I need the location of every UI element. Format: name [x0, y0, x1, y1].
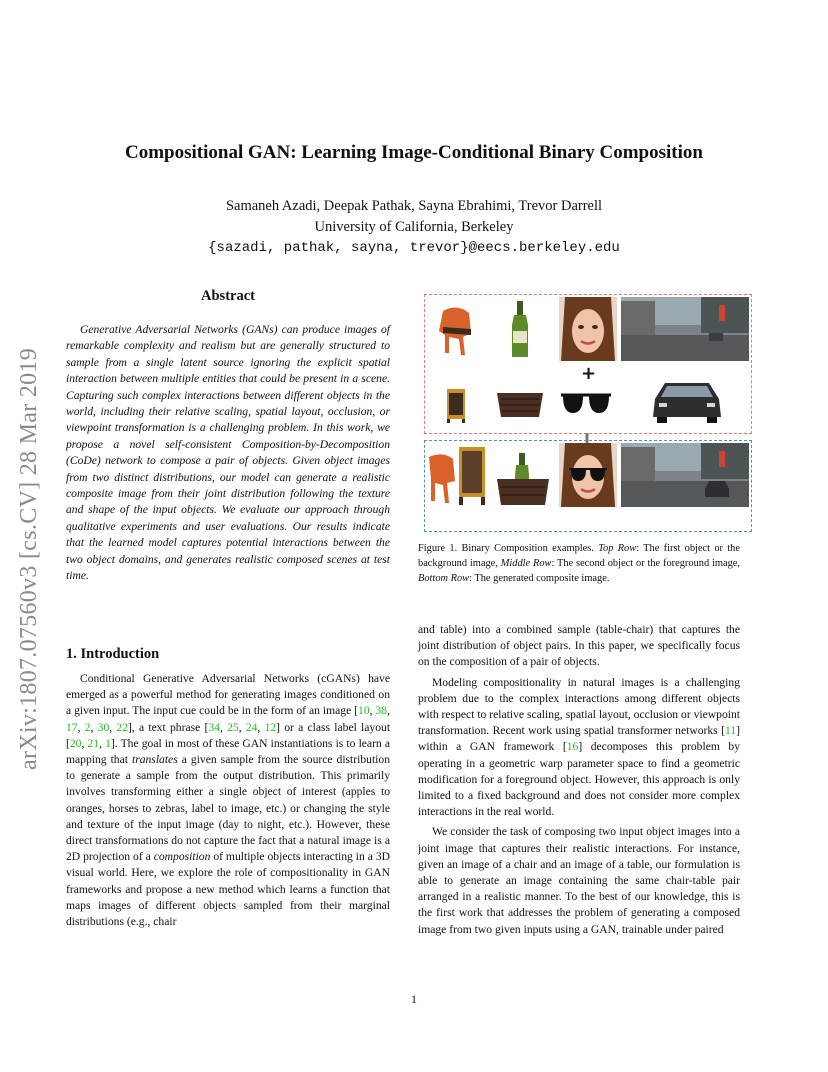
plus-sign: + — [581, 363, 597, 384]
basket-image — [495, 389, 545, 419]
small-table-image — [445, 387, 467, 423]
car-image — [651, 377, 723, 425]
composite-face-sunglasses-image — [559, 443, 617, 507]
composite-street-car-image — [621, 443, 749, 507]
street-scene-image — [621, 297, 749, 361]
citation-link[interactable]: 38 — [375, 704, 388, 718]
left-column-body — [66, 671, 390, 934]
introduction-heading: 1. Introduction — [66, 646, 160, 662]
arxiv-watermark: arXiv:1807.07560v3 [cs.CV] 28 Mar 2019 — [16, 347, 42, 770]
abstract-text: Generative Adversarial Networks (GANs) can produce images of remarkable complexity and realism but are generally structured to sample from a single latent source ignoring the explicit spatial interaction between multiple entities that could be present in a scene. Capturing such complex interactions between different objects in the world, including their relative scaling, spatial layout, occlusion, or viewpoint transformation is a challenging problem. In this work, we propose a novel self-consistent Composition-by-Decomposition (CoDe) network to compose a pair of objects. Given object images from two distinct distributions, our model can generate a realistic composite image from their joint distribution following the texture and shape of the input objects. We evaluate our approach through qualitative experiments and user evaluations. Our results indicate that the learned model captures potential interactions between the two object domains, and generates realistic composed scenes at test time. — [66, 323, 390, 583]
intro-paragraph-2: Modeling compositionality in natural images is a challenging problem due to the complex interactions among different objects with respect to relative scaling, spatial layout, occlusion or viewpoint transformation. Recent work using spatial transformer networks [11] within a GAN framework [16] decomposes this problem by operating in a geometric warp parameter space to find a geometric modification for a foreground object. However, this approach is only limited to a fixed background and does not consider more complex interactions in the real world. — [418, 675, 740, 819]
right-column-body — [418, 622, 740, 942]
composite-bottle-basket-image — [495, 453, 551, 507]
armchair-image — [435, 303, 479, 357]
citation-link[interactable]: 34 — [208, 720, 220, 734]
citation-link[interactable]: 12 — [264, 720, 277, 734]
face-image — [559, 297, 617, 361]
citation-link[interactable]: 22 — [116, 720, 128, 734]
figure-1 — [424, 294, 754, 534]
affiliation: University of California, Berkeley — [314, 219, 514, 235]
abstract-heading: Abstract — [201, 288, 255, 304]
citation-link[interactable]: 2 — [84, 720, 91, 734]
author-block — [0, 196, 828, 259]
citation-link[interactable]: 10 — [358, 704, 370, 718]
citation-link[interactable]: 20 — [69, 736, 82, 750]
citation-link[interactable]: 25 — [227, 720, 239, 734]
figure-bottom-box — [424, 440, 752, 532]
author-emails: {sazadi, pathak, sayna, trevor}@eecs.berkeley.edu — [208, 240, 620, 256]
citation-link[interactable]: 16 — [566, 740, 579, 754]
author-names: Samaneh Azadi, Deepak Pathak, Sayna Ebrahimi, Trevor Darrell — [225, 198, 603, 214]
figure-1-caption: Figure 1. Binary Composition examples. Top Row: The first object or the background image, Middle Row: The second object or the foreground image, Bottom Row: The generated composite image. — [418, 543, 740, 584]
citation-link[interactable]: 30 — [97, 720, 110, 734]
citation-link[interactable]: 1 — [105, 736, 111, 750]
figure-top-box — [424, 294, 752, 434]
citation-link[interactable]: 21 — [87, 736, 100, 750]
citation-link[interactable]: 24 — [245, 720, 258, 734]
page-number: 1 — [411, 992, 417, 1006]
composite-chair-table-image — [427, 443, 487, 507]
intro-paragraph-3: We consider the task of composing two input object images into a joint image that captures their realistic interactions. For instance, given an image of a chair and an image of a table, our formulation is able to generate an image containing the same chair-table pair arranged in a realistic manner. To the best of our knowledge, this is the first work that addresses the problem of generating a composed image from two given inputs using a GAN, trainable under paired — [418, 825, 740, 936]
citation-link[interactable]: 11 — [724, 724, 737, 738]
citation-link[interactable]: 17 — [66, 720, 78, 734]
intro-paragraph-continued: and table) into a combined sample (table-chair) that captures the joint distribution of object pairs. In this paper, we specifically focus on the composition of a pair of objects. — [418, 623, 740, 669]
intro-paragraph-1: Conditional Generative Adversarial Networks (cGANs) have emerged as a powerful method for generating images conditioned on a given input. The input cue could be in the form of an image [10, 38, 17, 2, 30, 22], a text phrase [34, 25, 24, 12] or a class label layout [20, 21, 1]. The goal in most of these GAN instantiations is to learn a mapping that translates a given sample from the source distribution to generate a sample from the output distribution. This primarily involves transforming either a single object of interest (apples to oranges, horses to zebras, label to image, etc.) or changing the style and texture of the input image (day to night, etc.). However, these direct transformations do not capture the fact that a natural image is a 2D projection of a composition of multiple objects interacting in a 3D visual world. Here, we explore the role of compositionality in GAN frameworks and propose a new method which learns a function that maps images of different objects sampled from their marginal distributions (e.g., chair — [66, 672, 391, 929]
bottle-image — [509, 301, 531, 359]
paper-title: Compositional GAN: Learning Image-Conditional Binary Composition — [125, 142, 703, 163]
sunglasses-image — [559, 391, 613, 417]
